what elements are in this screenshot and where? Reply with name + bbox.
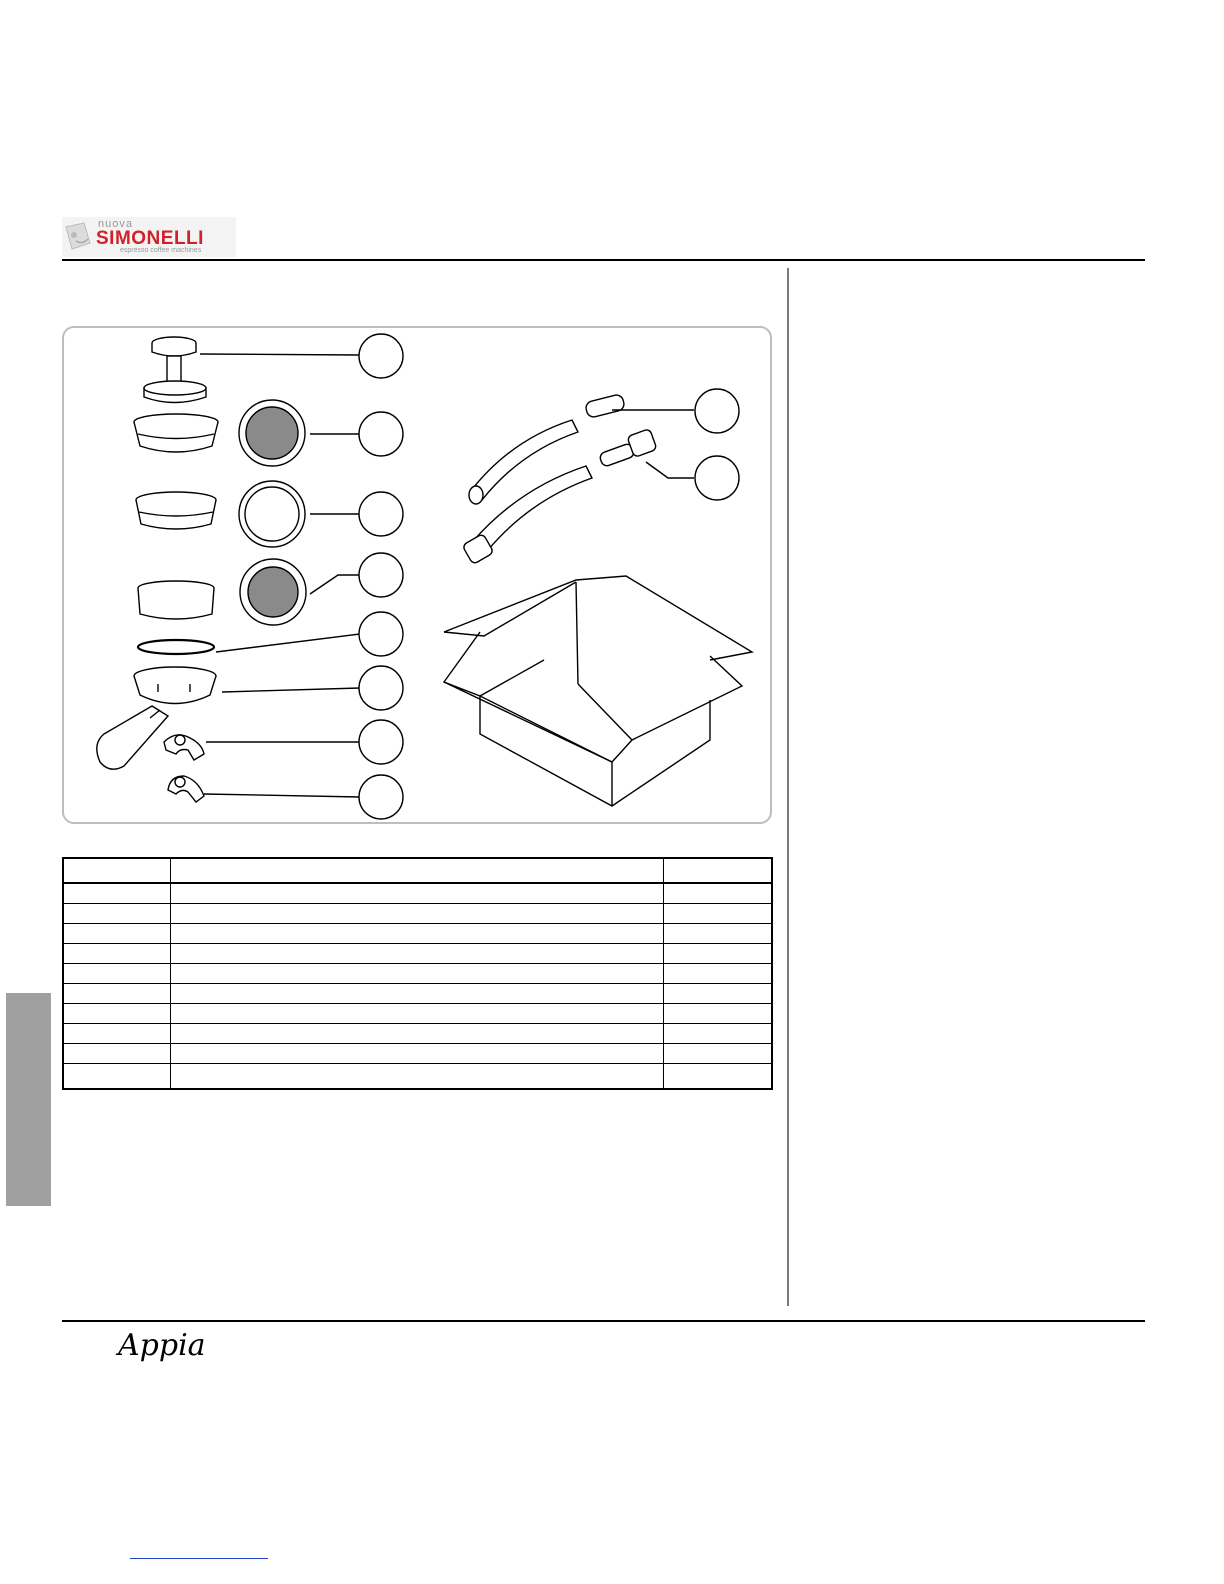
header-cell-quantity	[663, 858, 772, 883]
table-cell	[171, 963, 664, 983]
table-cell	[63, 963, 171, 983]
table-cell	[171, 983, 664, 1003]
table-cell	[63, 983, 171, 1003]
callout-9	[695, 389, 739, 433]
table-cell	[663, 923, 772, 943]
table-row	[63, 1023, 772, 1043]
callout-8	[359, 775, 403, 819]
footer-rule	[62, 1320, 1145, 1322]
table-row	[63, 1043, 772, 1063]
callout-6	[359, 666, 403, 710]
table-cell	[663, 1023, 772, 1043]
table-cell	[63, 923, 171, 943]
table-cell	[63, 1003, 171, 1023]
table-cell	[171, 943, 664, 963]
table-cell	[663, 983, 772, 1003]
table-cell	[63, 1043, 171, 1063]
table-cell	[663, 883, 772, 903]
table-cell	[63, 883, 171, 903]
callout-10	[695, 456, 739, 500]
table-row	[63, 923, 772, 943]
product-logo-appia: Appia	[118, 1328, 206, 1363]
table-row	[63, 883, 772, 903]
logo-prefix: nuova	[98, 218, 133, 230]
callout-3	[359, 492, 403, 536]
table-row	[63, 1003, 772, 1023]
callout-1	[359, 334, 403, 378]
table-row	[63, 943, 772, 963]
table-row	[63, 963, 772, 983]
callout-7	[359, 720, 403, 764]
callout-4	[359, 553, 403, 597]
header-cell-code	[63, 858, 171, 883]
table-cell	[63, 1023, 171, 1043]
callout-5	[359, 612, 403, 656]
table-cell	[663, 963, 772, 983]
table-cell	[663, 1043, 772, 1063]
simonelli-logo	[62, 217, 236, 257]
callout-2	[359, 412, 403, 456]
table-row	[63, 983, 772, 1003]
table-cell	[171, 1023, 664, 1043]
table-cell	[171, 903, 664, 923]
table-cell	[663, 1063, 772, 1089]
table-cell	[663, 903, 772, 923]
table-cell	[171, 923, 664, 943]
table-cell	[63, 903, 171, 923]
table-cell	[171, 1043, 664, 1063]
table-row	[63, 1063, 772, 1089]
table-cell	[63, 1063, 171, 1089]
parts-table	[62, 857, 773, 1090]
table-cell	[63, 943, 171, 963]
table-cell	[171, 1003, 664, 1023]
parts-figure-panel	[62, 326, 772, 824]
table-cell	[663, 1003, 772, 1023]
link-underline[interactable]	[130, 1558, 268, 1559]
table-cell	[663, 943, 772, 963]
logo-tagline: espresso coffee machines	[120, 247, 202, 254]
logo-brand-name: SIMONELLI	[96, 228, 204, 249]
section-tab	[6, 993, 51, 1206]
table-cell	[171, 883, 664, 903]
logo-cup-icon	[62, 217, 96, 257]
table-cell	[171, 1063, 664, 1089]
header-cell-description	[171, 858, 664, 883]
table-header-row	[63, 858, 772, 883]
column-divider	[787, 268, 789, 1306]
header-rule	[62, 259, 1145, 261]
table-row	[63, 903, 772, 923]
